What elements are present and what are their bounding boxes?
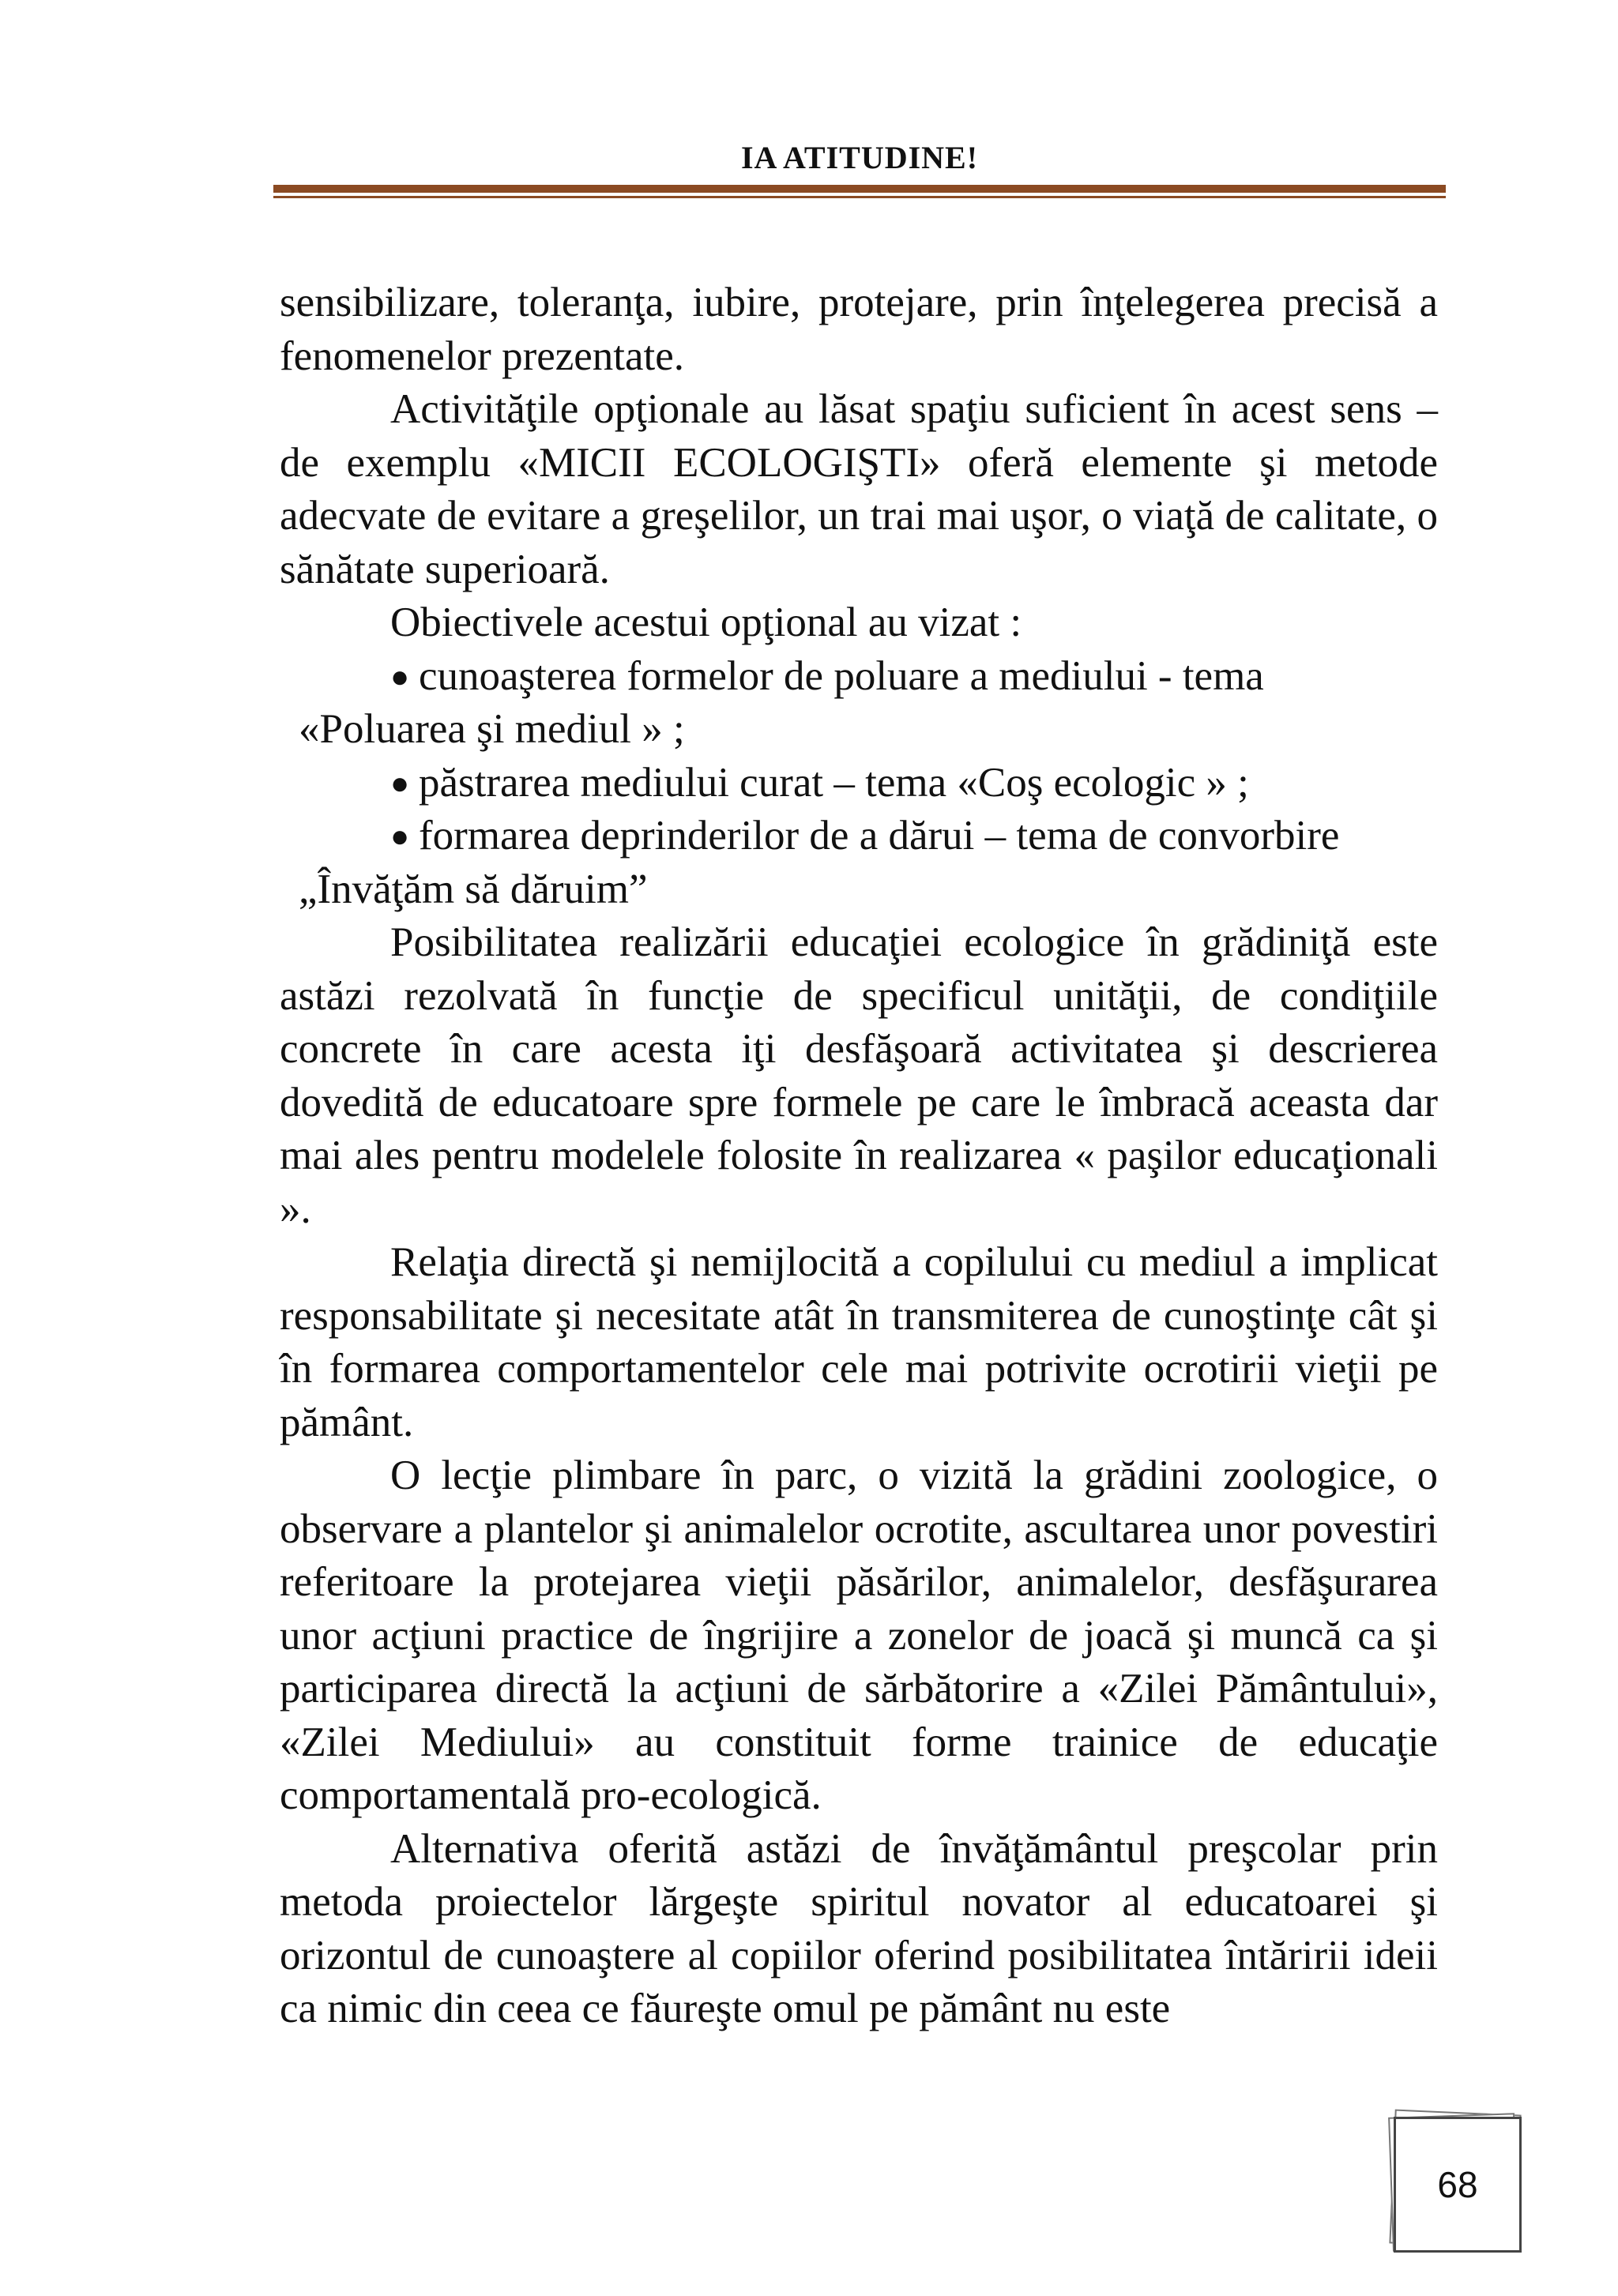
- list-item: [390, 810, 1438, 863]
- paragraph: Alternativa oferită astăzi de învăţământul preşcolar prin metoda proiectelor lărgeşte spiritul novator al educatoarei şi orizontul de cunoaştere al copiilor oferind posibilitatea întăririi ideii ca nimic din ceea ce făureşte omul pe pământ nu este: [280, 1825, 1438, 2031]
- header-rule-thick: [273, 185, 1446, 193]
- objectives-list: [280, 650, 1438, 917]
- paragraph: Relaţia directă şi nemijlocită a copilului cu mediul a implicat responsabilitate şi necesitate atât în transmiterea de cunoştinţe cât şi în formarea comportamentelor cele mai potrivite ocrotirii vieţii pe pământ.: [280, 1239, 1438, 1445]
- page-body: [280, 276, 1438, 2036]
- header-rule-thin: [273, 196, 1446, 198]
- bullet-icon: ●: [390, 765, 410, 801]
- bullet-icon: ●: [390, 658, 410, 694]
- page-number-frame: [1394, 2117, 1522, 2253]
- bullet-icon: ●: [390, 818, 410, 854]
- paragraph: O lecţie plimbare în parc, o vizită la grădini zoologice, o observare a plantelor şi animalelor ocrotite, ascultarea unor povestiri referitoare la protejarea vieţii păsărilor, animalelor, desfăşurarea unor acţiuni practice de îngrijire a zonelor de joacă şi muncă ca şi participarea directă la acţiuni de sărbătorire a «Zilei Pământului», «Zilei Mediului» au constituit forme trainice de educaţie comportamentală pro-ecologică.: [280, 1452, 1438, 1818]
- list-item-continuation: «Poluarea şi mediul » ;: [299, 706, 685, 752]
- paragraph: Posibilitatea realizării educaţiei ecologice în grădiniţă este astăzi rezolvată în funcţie de specificul unităţii, de condiţiile concrete în care acesta iţi desfăşoară activitatea şi descrierea dovedită de educatoare spre formele pe care le îmbracă aceasta dar mai ales pentru modelele folosite în realizarea « paşilor educaţionali ».: [280, 919, 1438, 1232]
- page-number-badge: [1384, 2107, 1526, 2257]
- running-header-title: IA ATITUDINE!: [740, 140, 979, 175]
- list-item-text: păstrarea mediului curat – tema «Coş ecologic » ;: [419, 759, 1249, 806]
- paragraph: Activităţile opţionale au lăsat spaţiu suficient în acest sens – de exemplu «MICII ECOLOGIŞTI» oferă elemente şi metode adecvate de evitare a greşelilor, un trai mai uşor, o viaţă de calitate, o sănătate superioară.: [280, 386, 1438, 592]
- list-item-text: formarea deprinderilor de a dărui – tema de convorbire: [419, 813, 1340, 859]
- paragraph-objectives-intro: Obiectivele acestui opţional au vizat :: [390, 599, 1022, 645]
- list-item-text: cunoaşterea formelor de poluare a mediului - tema: [419, 652, 1264, 699]
- paragraph-continued: sensibilizare, toleranţa, iubire, protejare, prin înţelegerea precisă a fenomenelor prezentate.: [280, 280, 1438, 379]
- list-item: [390, 757, 1438, 810]
- list-item: [390, 650, 1438, 704]
- page-number: 68: [1437, 2164, 1478, 2205]
- list-item-continuation: „Învăţăm să dăruim”: [299, 866, 648, 912]
